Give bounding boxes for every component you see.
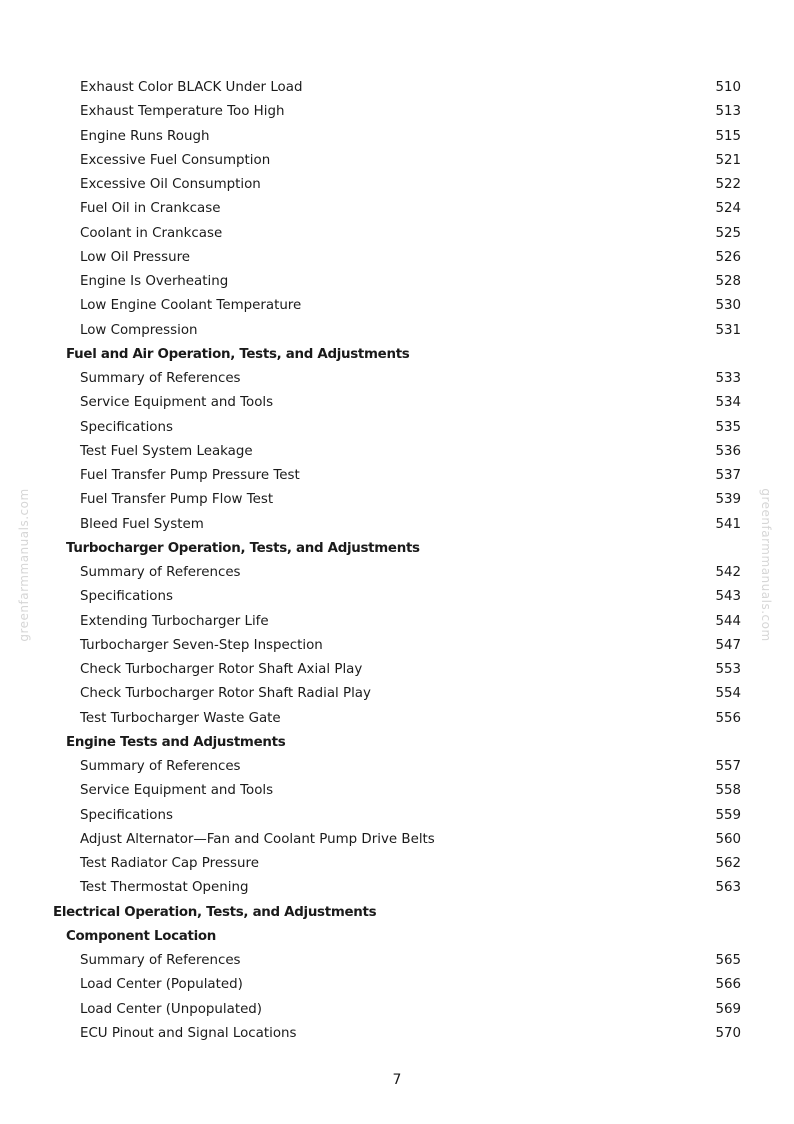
toc-entry-title: Excessive Fuel Consumption bbox=[80, 152, 271, 168]
toc-entry[interactable] bbox=[0, 222, 794, 246]
toc-entry[interactable] bbox=[0, 707, 794, 731]
toc-entry-title: Summary of References bbox=[80, 371, 241, 386]
toc-entry-title: Low Engine Coolant Temperature bbox=[80, 298, 302, 314]
toc-entry-page: 559 bbox=[715, 807, 741, 823]
toc-entry-page: 566 bbox=[715, 977, 741, 993]
toc-entry-page: 565 bbox=[715, 953, 741, 968]
toc-entry[interactable] bbox=[0, 610, 794, 634]
toc-entry[interactable] bbox=[0, 804, 794, 828]
toc-entry[interactable] bbox=[0, 658, 794, 682]
toc-entry-title: Exhaust Temperature Too High bbox=[80, 104, 285, 120]
toc-entry-page: 524 bbox=[715, 201, 741, 217]
toc-entry-title: Bleed Fuel System bbox=[80, 516, 204, 532]
toc-entry[interactable] bbox=[0, 416, 794, 440]
toc-entry-page: 521 bbox=[715, 152, 741, 168]
toc-entry[interactable] bbox=[0, 391, 794, 415]
toc-entry-page: 530 bbox=[715, 298, 741, 314]
toc-entry-title: Fuel Transfer Pump Flow Test bbox=[80, 492, 274, 508]
toc-entry-title: Check Turbocharger Rotor Shaft Radial Play bbox=[80, 686, 371, 702]
toc-entry-page: 562 bbox=[715, 856, 741, 871]
toc-entry-title: Extending Turbocharger Life bbox=[80, 613, 269, 629]
toc-entry[interactable] bbox=[0, 585, 794, 609]
toc-entry-page: 570 bbox=[715, 1025, 741, 1041]
toc-entry-title: Engine Runs Rough bbox=[80, 128, 210, 144]
toc-entry[interactable] bbox=[0, 488, 794, 512]
toc-entry-title: Engine Is Overheating bbox=[80, 274, 229, 289]
toc-chapter-heading[interactable] bbox=[0, 901, 794, 925]
toc-entry-page: 569 bbox=[715, 1001, 741, 1017]
toc-entry[interactable] bbox=[0, 464, 794, 488]
toc-entry[interactable] bbox=[0, 440, 794, 464]
toc-entry-page: 534 bbox=[715, 395, 741, 411]
toc-entry[interactable] bbox=[0, 634, 794, 658]
toc-entry-page: 563 bbox=[715, 880, 741, 896]
toc-entry-title: Summary of References bbox=[80, 759, 241, 774]
toc-entry[interactable] bbox=[0, 76, 794, 100]
toc-entry-page: 556 bbox=[715, 710, 741, 726]
toc-entry-page: 541 bbox=[715, 516, 741, 532]
toc-entry-title: Test Radiator Cap Pressure bbox=[80, 856, 259, 871]
toc-entry-title: Fuel and Air Operation, Tests, and Adjustments bbox=[66, 346, 410, 362]
toc-entry-page: 533 bbox=[715, 371, 741, 386]
toc-entry[interactable] bbox=[0, 755, 794, 779]
toc-entry[interactable] bbox=[0, 367, 794, 391]
toc-entry-title: Test Fuel System Leakage bbox=[80, 443, 253, 459]
toc-entry-page: 537 bbox=[715, 468, 741, 483]
toc-entry-title: Service Equipment and Tools bbox=[80, 395, 274, 411]
toc-entry-title: Specifications bbox=[80, 419, 173, 435]
toc-entry-title: Summary of References bbox=[80, 953, 241, 968]
toc-entry-title: Adjust Alternator—Fan and Coolant Pump Drive Belts bbox=[80, 831, 435, 847]
toc-entry[interactable] bbox=[0, 828, 794, 852]
toc-entry-page: 560 bbox=[715, 831, 741, 847]
toc-entry-title: Coolant in Crankcase bbox=[80, 225, 223, 241]
toc-section-heading[interactable] bbox=[0, 925, 794, 949]
toc-entry-page: 528 bbox=[715, 274, 741, 289]
toc-section-heading[interactable] bbox=[0, 343, 794, 367]
toc-entry-title: Test Turbocharger Waste Gate bbox=[80, 710, 281, 726]
toc-entry[interactable] bbox=[0, 270, 794, 294]
toc-entry[interactable] bbox=[0, 173, 794, 197]
toc-entry-title: Specifications bbox=[80, 807, 173, 823]
watermark-left: greenfarmmanuals.com bbox=[17, 488, 31, 642]
toc-entry-title: Summary of References bbox=[80, 565, 241, 580]
toc-entry-title: Engine Tests and Adjustments bbox=[66, 734, 286, 750]
toc-entry-page: 557 bbox=[715, 759, 741, 774]
toc-entry-title: Low Compression bbox=[80, 322, 198, 338]
toc-entry[interactable] bbox=[0, 125, 794, 149]
toc-entry-page: 542 bbox=[715, 565, 741, 580]
toc-entry[interactable] bbox=[0, 779, 794, 803]
toc-entry[interactable] bbox=[0, 998, 794, 1022]
table-of-contents bbox=[0, 76, 794, 1046]
toc-entry-page: 535 bbox=[715, 419, 741, 435]
toc-entry[interactable] bbox=[0, 973, 794, 997]
toc-entry-title: Turbocharger Operation, Tests, and Adjustments bbox=[66, 540, 420, 556]
toc-entry-title: Excessive Oil Consumption bbox=[80, 177, 261, 192]
toc-entry[interactable] bbox=[0, 319, 794, 343]
watermark-right: greenfarmmanuals.com bbox=[759, 488, 773, 642]
toc-entry-page: 526 bbox=[715, 249, 741, 265]
toc-entry-page: 522 bbox=[715, 177, 741, 192]
toc-entry-title: Exhaust Color BLACK Under Load bbox=[80, 80, 303, 95]
toc-entry-title: Fuel Transfer Pump Pressure Test bbox=[80, 468, 300, 483]
toc-entry[interactable] bbox=[0, 246, 794, 270]
toc-entry-title: Test Thermostat Opening bbox=[80, 880, 249, 896]
toc-entry-page: 558 bbox=[715, 783, 741, 799]
toc-entry-page: 536 bbox=[715, 443, 741, 459]
toc-entry[interactable] bbox=[0, 876, 794, 900]
toc-entry-page: 510 bbox=[715, 80, 741, 95]
toc-entry-title: Fuel Oil in Crankcase bbox=[80, 201, 221, 217]
toc-entry-page: 554 bbox=[715, 686, 741, 702]
toc-entry[interactable] bbox=[0, 294, 794, 318]
toc-entry[interactable] bbox=[0, 197, 794, 221]
toc-entry-page: 539 bbox=[715, 492, 741, 508]
toc-entry-page: 525 bbox=[715, 225, 741, 241]
toc-entry-title: Service Equipment and Tools bbox=[80, 783, 274, 799]
toc-entry[interactable] bbox=[0, 561, 794, 585]
toc-entry[interactable] bbox=[0, 100, 794, 124]
toc-entry-page: 531 bbox=[715, 322, 741, 338]
toc-entry[interactable] bbox=[0, 682, 794, 706]
toc-entry[interactable] bbox=[0, 1022, 794, 1046]
toc-entry[interactable] bbox=[0, 852, 794, 876]
toc-entry-title: ECU Pinout and Signal Locations bbox=[80, 1025, 297, 1041]
toc-entry-title: Load Center (Populated) bbox=[80, 977, 243, 993]
toc-entry-title: Specifications bbox=[80, 589, 173, 605]
toc-entry-title: Electrical Operation, Tests, and Adjustments bbox=[53, 904, 377, 920]
toc-entry[interactable] bbox=[0, 949, 794, 973]
toc-entry-title: Check Turbocharger Rotor Shaft Axial Play bbox=[80, 662, 363, 677]
toc-entry[interactable] bbox=[0, 149, 794, 173]
toc-entry-page: 513 bbox=[715, 104, 741, 120]
toc-section-heading[interactable] bbox=[0, 537, 794, 561]
toc-entry-page: 547 bbox=[715, 637, 741, 653]
toc-entry-page: 543 bbox=[715, 589, 741, 605]
toc-entry-page: 553 bbox=[715, 662, 741, 677]
toc-entry-title: Component Location bbox=[66, 928, 217, 944]
toc-section-heading[interactable] bbox=[0, 731, 794, 755]
toc-entry-page: 544 bbox=[715, 613, 741, 629]
page-number: 7 bbox=[392, 1072, 402, 1088]
toc-entry[interactable] bbox=[0, 513, 794, 537]
toc-entry-page: 515 bbox=[715, 128, 741, 144]
toc-entry-title: Turbocharger Seven-Step Inspection bbox=[80, 637, 323, 653]
toc-entry-title: Low Oil Pressure bbox=[80, 249, 191, 265]
toc-entry-title: Load Center (Unpopulated) bbox=[80, 1001, 263, 1017]
